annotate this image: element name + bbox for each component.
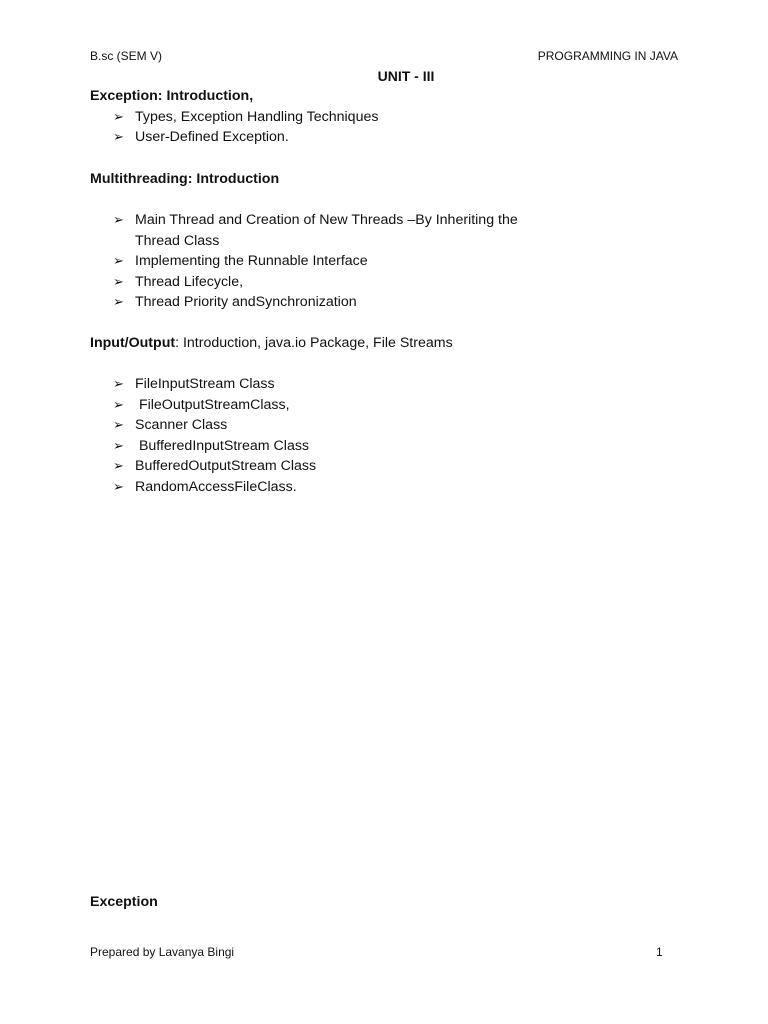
section-heading: Exception: Introduction, — [90, 88, 254, 104]
list-item-text-continued: Thread Class — [135, 232, 220, 249]
list-item — [90, 127, 378, 148]
arrowhead-bullet-icon: ➢ — [113, 396, 124, 412]
list-item-text: RandomAccessFileClass. — [135, 478, 297, 495]
list-item — [90, 210, 518, 251]
arrowhead-bullet-icon: ➢ — [113, 458, 124, 474]
list-item-text: BufferedOutputStream Class — [135, 458, 317, 475]
list-item-text: Types, Exception Handling Techniques — [135, 108, 379, 125]
bullet-list — [90, 107, 378, 148]
list-item — [90, 107, 378, 128]
section-heading: Multithreading: Introduction — [90, 171, 280, 187]
list-item-text: Implementing the Runnable Interface — [135, 253, 368, 270]
list-item — [90, 251, 518, 272]
list-item-text: User-Defined Exception. — [135, 129, 289, 146]
list-item — [90, 395, 316, 416]
section-heading: Exception — [90, 894, 158, 910]
list-item — [90, 415, 316, 436]
list-item-text: BufferedInputStream Class — [135, 437, 310, 454]
unit-title: UNIT - III — [377, 68, 435, 84]
list-item-text: Thread Priority andSynchronization — [135, 294, 357, 311]
header-course: B.sc (SEM V) — [90, 49, 163, 63]
section-multithreading-heading — [90, 169, 279, 190]
section-exception-detail — [90, 892, 158, 913]
section-io-heading — [90, 333, 453, 354]
section-multithreading — [90, 210, 518, 313]
arrowhead-bullet-icon: ➢ — [113, 417, 124, 433]
list-item — [90, 477, 316, 498]
arrowhead-bullet-icon: ➢ — [113, 273, 124, 289]
page-number: 1 — [656, 945, 663, 959]
arrowhead-bullet-icon: ➢ — [113, 437, 124, 453]
list-item-text: FileOutputStreamClass, — [135, 396, 290, 413]
arrowhead-bullet-icon: ➢ — [113, 212, 124, 227]
list-item — [90, 436, 316, 457]
list-item — [90, 272, 518, 293]
list-item — [90, 292, 518, 313]
section-heading-description: : Introduction, java.io Package, File Streams — [175, 335, 453, 351]
bullet-list — [90, 210, 518, 313]
arrowhead-bullet-icon: ➢ — [113, 108, 124, 124]
list-item-text: Main Thread and Creation of New Threads –By Inheriting the — [135, 212, 518, 228]
list-item — [90, 374, 316, 395]
header-subject: PROGRAMMING IN JAVA — [537, 49, 678, 63]
list-item-text: FileInputStream Class — [135, 376, 275, 392]
list-item-text: Thread Lifecycle, — [135, 273, 244, 290]
arrowhead-bullet-icon: ➢ — [113, 376, 124, 391]
list-item — [90, 456, 316, 477]
bullet-list — [90, 374, 316, 498]
section-io — [90, 374, 316, 498]
list-item-text: Scanner Class — [135, 417, 228, 434]
arrowhead-bullet-icon: ➢ — [113, 253, 124, 269]
arrowhead-bullet-icon: ➢ — [113, 294, 124, 310]
section-heading: Input/Output — [90, 335, 176, 351]
section-exception — [90, 86, 378, 148]
arrowhead-bullet-icon: ➢ — [113, 129, 124, 145]
arrowhead-bullet-icon: ➢ — [113, 478, 124, 494]
footer-author: Prepared by Lavanya Bingi — [90, 945, 235, 959]
